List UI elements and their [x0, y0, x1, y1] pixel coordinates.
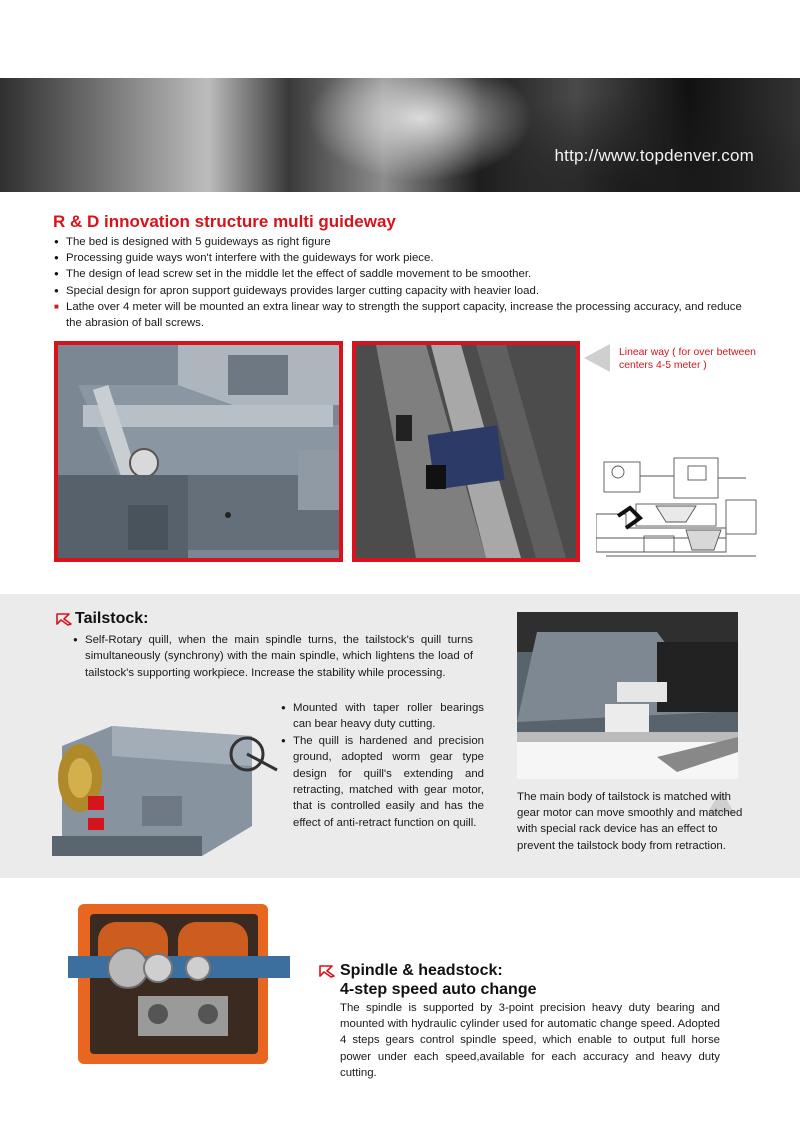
rd-bullet-highlight: ■ Lathe over 4 meter will be mounted an extra linear way to strength the support capacity, increase the processing accuracy, and reduce the abrasion of ball screws. [54, 299, 754, 331]
rd-bullet: ● The design of lead screw set in the middle let the effect of saddle movement to be smoother. [54, 266, 754, 282]
tailstock-intro: ● Self-Rotary quill, when the main spindle turns, the tailstock's quill turns simultaneously (synchrony) with the main spindle, which lightens the load of tailstock's supporting workpiece. Increase the stability while processing. [73, 632, 473, 681]
spindle-title-line1: Spindle & headstock: [340, 962, 503, 979]
tailstock-bullet: ● The quill is hardened and precision ground, adopted worm gear type design for quill's extending and retracting, matched with gear motor, that is controlled easily and has the effect of anti-retract function on quill. [281, 733, 484, 831]
website-url: http://www.topdenver.com [554, 146, 754, 165]
spindle-description: The spindle is supported by 3-point precision heavy duty bearing and mounted with hydraulic cylinder used for automatic change speed. Adopted 4 steps gears control spindle speed, which enable to output full horse power under each speed,available for each accuracy and heavy duty cutting. [340, 1002, 720, 1079]
rd-section-title: R & D innovation structure multi guideway [53, 212, 396, 231]
headstock-gearbox-illustration [68, 896, 290, 1072]
tailstock-bullet-list [281, 700, 484, 831]
red-arrow-icon [318, 964, 336, 978]
rd-bullet: ● Special design for apron support guideways provides larger cutting capacity with heavier load. [54, 283, 754, 299]
tailstock-motor-photo [517, 612, 738, 779]
rd-bullet-list [54, 234, 754, 331]
lathe-bed-illustration [58, 345, 339, 558]
lathe-bed-photo [54, 341, 343, 562]
red-arrow-icon [55, 612, 73, 626]
tailstock-motor-illustration [517, 612, 738, 779]
rd-bullet: ● Processing guide ways won't interfere with the guideways for work piece. [54, 250, 754, 266]
pointer-arrow-icon [584, 344, 610, 372]
tailstock-title: Tailstock: [75, 610, 149, 627]
spindle-title [340, 961, 537, 999]
tailstock-bullet: ● Mounted with taper roller bearings can bear heavy duty cutting. [281, 700, 484, 733]
linear-way-label: Linear way ( for over between centers 4-5 meter ) [619, 347, 756, 371]
header-banner [0, 78, 800, 192]
linear-way-photo [352, 341, 580, 562]
tailstock-illustration [52, 706, 284, 866]
spindle-title-line2: 4-step speed auto change [340, 981, 537, 998]
rd-bullet: ● The bed is designed with 5 guideways as right figure [54, 234, 754, 250]
guideway-cross-section-diagram [596, 456, 766, 568]
tailstock-motor-caption: The main body of tailstock is matched with gear motor can move smoothly and matched with special rack device has an effect to prevent the tailstock body from retraction. [517, 791, 743, 852]
linear-way-illustration [356, 345, 576, 558]
